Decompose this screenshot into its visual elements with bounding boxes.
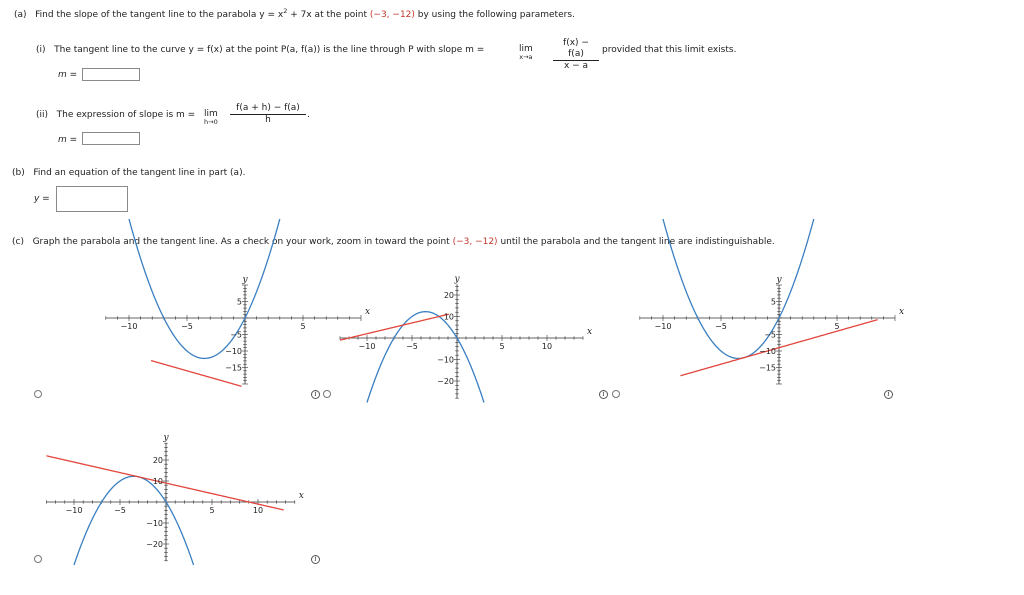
x-tick-label: 10 [252, 506, 264, 515]
part-i-fraction [553, 38, 599, 72]
x-tick-label: −10 [65, 506, 83, 515]
part-i-answer-input[interactable] [82, 68, 140, 81]
graph-option-3 [620, 262, 905, 399]
y-tick-label: −5 [230, 330, 242, 340]
y-tick-label: −15 [759, 363, 776, 373]
part-i-lim-sub: x→a [519, 53, 533, 61]
graph-option-4-info-icon[interactable]: i [311, 555, 320, 564]
part-i-question [36, 45, 484, 55]
y-tick-label: −20 [146, 540, 163, 549]
part-ii-numerator: f(a + h) − f(a) [230, 103, 306, 115]
x-tick-label: 5 [834, 322, 840, 331]
y-axis-label: y [163, 433, 169, 444]
graph-option-3-radio[interactable] [612, 390, 620, 398]
x-axis-label: x [899, 307, 905, 317]
x-tick-label: −10 [654, 322, 672, 331]
graph-option-1-radio[interactable] [34, 390, 42, 398]
x-tick-label: −5 [181, 322, 193, 331]
part-ii-fraction [230, 103, 306, 126]
y-tick-label: 20 [443, 291, 454, 300]
part-b-question [12, 168, 245, 178]
x-tick-label: −5 [715, 322, 727, 331]
y-tick-label: 10 [152, 477, 163, 486]
part-c-point: (−3, −12) [452, 237, 498, 247]
part-c-text-after: until the parabola and the tangent line are indistinguishable. [497, 237, 775, 247]
part-a-text: Find the slope of the tangent line to the parabola y = x [35, 10, 284, 20]
x-tick-label: −5 [406, 342, 418, 351]
x-tick-label: 5 [499, 342, 505, 351]
part-a-label: (a) [14, 10, 27, 20]
graph-option-2 [335, 262, 593, 399]
x-tick-label: 10 [541, 342, 553, 351]
part-c-text: Graph the parabola and the tangent line. As a check on your work, zoom in toward the point [32, 237, 453, 247]
y-tick-label: 5 [770, 297, 776, 307]
y-tick-label: −10 [225, 347, 242, 356]
part-i-text: The tangent line to the curve y = f(x) at the point P(a, f(a)) is the line through P with slope m = [54, 45, 485, 55]
x-tick-label: −5 [114, 506, 126, 515]
graph-option-1-info-icon[interactable]: i [311, 390, 320, 399]
graph-option-3-info-icon[interactable]: i [884, 390, 893, 399]
x-axis-label: x [298, 491, 304, 501]
part-ii-lim-word: lim [204, 109, 218, 119]
y-axis-label: y [454, 274, 460, 285]
part-b-answer-input[interactable] [56, 186, 128, 212]
part-a-exponent: 2 [283, 7, 288, 15]
part-ii-lim-sub: h→0 [204, 118, 218, 126]
parabola-curve [74, 476, 194, 565]
part-a-point: (−3, −12) [369, 10, 415, 20]
y-tick-label: 20 [152, 456, 163, 465]
x-axis-label: x [587, 327, 593, 337]
part-a-question [14, 7, 575, 20]
graph-option-4-radio[interactable] [34, 555, 42, 563]
y-tick-label: −10 [146, 519, 163, 528]
x-tick-label: 5 [209, 506, 215, 515]
part-c-question [12, 237, 775, 247]
part-a-text-end: by using the following parameters. [414, 10, 575, 20]
part-i-text-after: provided that this limit exists. [602, 45, 737, 55]
y-tick-label: −15 [225, 363, 242, 373]
graph-option-4 [42, 426, 304, 566]
part-c-label: (c) [12, 237, 24, 247]
x-tick-label: 5 [300, 322, 306, 331]
part-i-label: (i) [36, 45, 46, 55]
part-ii-answer-label: m = [58, 135, 78, 145]
x-axis-label: x [365, 307, 371, 317]
graph-option-2-radio[interactable] [323, 390, 331, 398]
part-ii-period: . [307, 110, 310, 120]
x-tick-label: −10 [120, 322, 138, 331]
part-i-denominator: x − a [563, 61, 589, 71]
x-tick-label: −10 [358, 342, 376, 351]
y-axis-label: y [776, 275, 782, 285]
part-ii-text: The expression of slope is m = [56, 110, 196, 120]
parabola-curve [367, 312, 484, 403]
part-ii-answer-input[interactable] [82, 132, 140, 145]
part-b-text: Find an equation of the tangent line in part (a). [33, 168, 246, 178]
y-tick-label: −10 [759, 347, 776, 356]
part-ii-label: (ii) [36, 110, 49, 120]
part-ii-question [36, 110, 195, 120]
graph-option-2-info-icon[interactable]: i [599, 390, 608, 399]
part-i-limit [519, 44, 533, 61]
part-ii-limit [204, 109, 218, 126]
part-i-numerator: f(x) − f(a) [553, 38, 599, 61]
y-tick-label: −20 [437, 377, 454, 386]
part-b-answer-label: y = [34, 194, 50, 204]
y-axis-label: y [242, 275, 248, 285]
part-ii-denominator: h [265, 115, 271, 125]
part-a-text-after: + 7x at the point [287, 10, 370, 20]
part-i-lim-word: lim [519, 44, 533, 54]
y-tick-label: −10 [437, 355, 454, 365]
part-i-answer-label: m = [58, 70, 78, 80]
y-tick-label: 10 [443, 312, 454, 322]
graph-option-1 [42, 262, 371, 399]
y-tick-label: −5 [764, 330, 776, 340]
y-tick-label: 5 [236, 297, 242, 307]
part-b-label: (b) [12, 168, 25, 178]
